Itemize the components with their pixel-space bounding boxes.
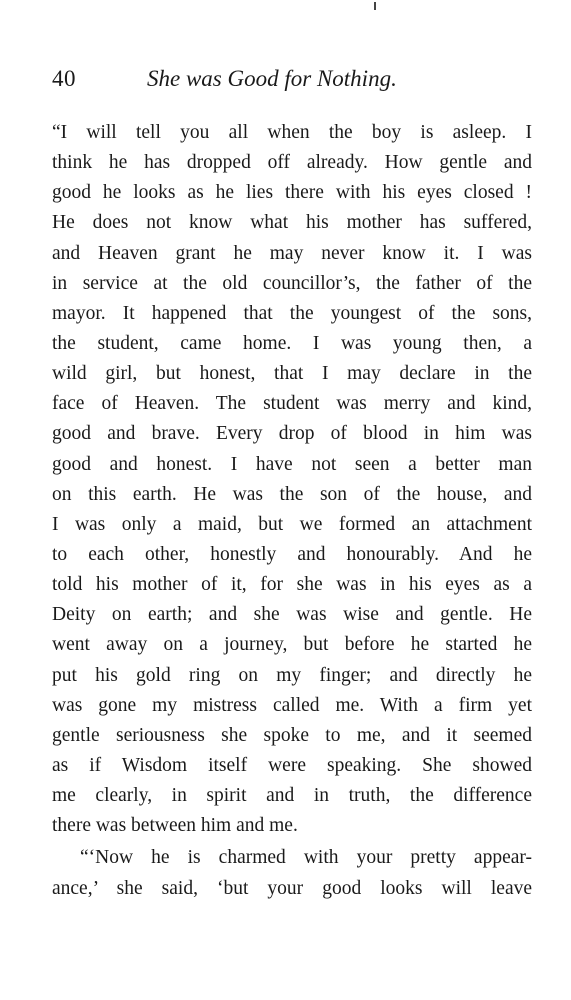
text-line: gentle seriousness she spoke to me, and it seemed <box>52 724 532 746</box>
text-line: on this earth. He was the son of the house, and <box>52 483 532 505</box>
text-line: good and brave. Every drop of blood in him was <box>52 423 532 445</box>
page-number: 40 <box>52 66 76 91</box>
text-line: He does not know what his mother has suffered, <box>52 212 532 234</box>
text-line: was gone my mistress called me. With a firm yet <box>52 694 532 716</box>
text-line: Deity on earth; and she was wise and gentle. He <box>52 604 532 626</box>
text-line: good he looks as he lies there with his eyes closed ! <box>52 182 532 204</box>
body-text <box>52 118 532 904</box>
text-line: mayor. It happened that the youngest of the sons, <box>52 302 532 324</box>
text-line: face of Heaven. The student was merry and kind, <box>52 393 532 415</box>
text-line: put his gold ring on my finger; and directly he <box>52 664 532 686</box>
text-line: as if Wisdom itself were speaking. She showed <box>52 754 532 776</box>
text-line: think he has dropped off already. How gentle and <box>52 152 532 174</box>
running-title: She was Good for Nothing. <box>147 66 397 91</box>
text-line: told his mother of it, for she was in his eyes as a <box>52 574 532 596</box>
page-header <box>52 66 522 102</box>
text-line: “I will tell you all when the boy is asleep. I <box>52 122 532 143</box>
text-line: and Heaven grant he may never know it. I was <box>52 242 532 264</box>
text-line: the student, came home. I was young then, a <box>52 332 532 354</box>
paragraph-2 <box>52 843 532 903</box>
text-line: “‘Now he is charmed with your pretty appear- <box>80 847 532 869</box>
text-line: went away on a journey, but before he started he <box>52 634 532 656</box>
paragraph-1 <box>52 118 532 841</box>
text-line: I was only a maid, but we formed an attachment <box>52 513 532 535</box>
text-line: wild girl, but honest, that I may declare in the <box>52 363 532 385</box>
text-line: good and honest. I have not seen a better man <box>52 453 532 475</box>
text-line: there was between him and me. <box>52 815 298 837</box>
text-line: in service at the old councillor’s, the father of the <box>52 272 532 294</box>
text-line: ance,’ she said, ‘but your good looks will leave <box>52 877 532 899</box>
text-line: to each other, honestly and honourably. And he <box>52 543 532 565</box>
scan-mark <box>374 2 376 10</box>
text-line: me clearly, in spirit and in truth, the difference <box>52 785 532 807</box>
